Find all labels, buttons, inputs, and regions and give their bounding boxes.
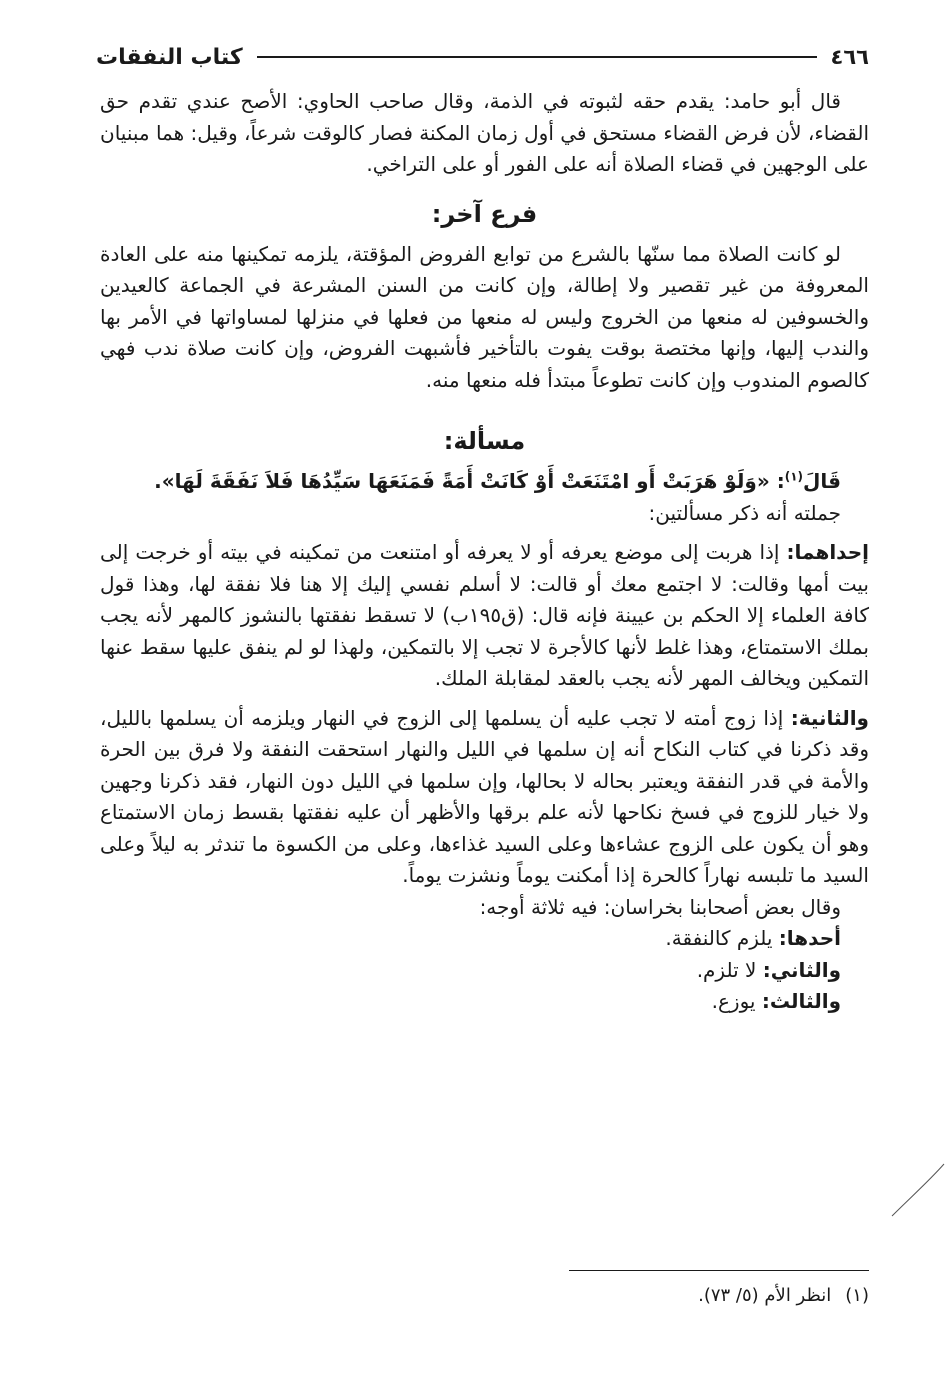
quote-body: : «وَلَوْ هَرَبَتْ أَو امْتَنَعَتْ أَوْ كَانَتْ أَمَةً فَمَنَعَهَا سَيِّدُهَا فَلاَ نَفَقَةَ لَهَا». (154, 469, 785, 493)
scan-mark (890, 1160, 946, 1220)
option-2-lead: والثاني: (762, 957, 841, 982)
footnote-number: (١) (845, 1285, 869, 1306)
paragraph-4 (100, 537, 869, 695)
paragraph-5-lead: والثانية: (790, 705, 869, 730)
footnote-text: انظر الأم (٥/ ٧٣). (698, 1285, 832, 1306)
quoted-text (100, 466, 869, 498)
paragraph-1: قال أبو حامد: يقدم حقه لثبوته في الذمة، وقال صاحب الحاوي: الأصح عندي تقدم حق القضاء، لأن فرض القضاء مستحق في أول زمان المكنة فصار كالوقت شرعاً، وقيل: هما مبنيان على الوجهين في قضاء الصلاة أنه على الفور أو على التراخي. (100, 89, 869, 176)
paragraph-4-text: إذا هربت إلى موضع يعرفه أو لا يعرفه أو امتنعت من تمكينه في بيته أو خرجت إلى بيت أمها وقالت: لا اجتمع معك أو قالت: لا أسلم نفسي إليك إلا هنا فلا نفقة لها، وهذا قول كافة العلماء إلا الحكم بن عيينة فإنه قال: (ق١٩٥ب) لا تسقط نفقتها بالنشوز كالمهر لأنه يجب بملك الاستمتاع، وهذا غلط لأنها كالأجرة لا تجب إلا بالتمكين، ولهذا لو لم ينفق عليها سقط عنها التمكين ويخالف المهر لأنه يجب بالعقد لمقابلة الملك. (100, 540, 870, 690)
page-body (100, 86, 869, 1018)
section-heading-issue: مسألة: (443, 427, 526, 455)
paragraph-5-text: إذا زوج أمته لا تجب عليه أن يسلمها إلى الزوج في النهار ويلزمه أن يسلمها بالليل، وقد ذكرنا في كتاب النكاح أنه إن سلمها في الليل والنهار استحقت النفقة ولا فرق بين الحرة والأمة في قدر النفقة ويعتبر بحاله لا بحالها، وإن سلمها في الليل دون النهار، فقد ذكرنا وجهين ولا خيار للزوج في فسخ نكاحها لأنه علم برقها والأظهر أن عليه نفقتها بقسط زمان الاستمتاع وهو أن يكون على الزوج عشاءها وعلى السيد غذاءها، وعلى من الكسوة ما تندثر به ليلاً وعلى السيد ما تلبسه نهاراً كالحرة إذا أمكنت يوماً ونشزت يوماً. (100, 705, 869, 887)
section-heading-branch: فرع آخر: (431, 199, 538, 228)
footnote-1 (569, 1283, 869, 1309)
page-number: ٤٦٦ (830, 45, 869, 69)
paragraph-5 (100, 703, 869, 892)
running-header (96, 40, 869, 74)
quote-lead: قَالَ (803, 469, 841, 493)
option-3-lead: والثالث: (761, 989, 841, 1013)
option-1-lead: أحدها: (778, 926, 841, 950)
option-1 (100, 923, 869, 955)
option-2 (100, 955, 869, 987)
option-1-text: يلزم كالنفقة. (665, 926, 779, 950)
paragraph-3: جملته أنه ذكر مسألتين: (648, 500, 841, 525)
option-3 (100, 986, 869, 1018)
option-3-text: يوزع. (711, 989, 762, 1013)
paragraph-4-lead: إحداهما: (786, 540, 869, 564)
header-rule (257, 56, 817, 58)
options-list (100, 923, 869, 1018)
footnote-rule (569, 1270, 869, 1271)
footnote-ref: (١) (784, 469, 804, 484)
paragraph-2: لو كانت الصلاة مما سنّها بالشرع من توابع الفروض المؤقتة، يلزمه تمكينها منه على العادة المعروفة من غير تقصير ولا إطالة، وإن كانت من السنن المشرعة في الجماعة كالعيدين والخسوفين له منعها من الخروج وليس له منعها من فعلها في منزلها لمساواتها في الأمر بها والندب إليها، وإنها مختصة بوقت يفوت بالتأخير فأشبهت الفروض، وإن كانت صلاة ندب فهي كالصوم المندوب وإن كانت تطوعاً مبتدأ فله منعها منه. (100, 241, 869, 392)
footnote-area (569, 1270, 869, 1309)
book-title: كتاب النفقات (96, 44, 243, 70)
paragraph-6: وقال بعض أصحابنا بخراسان: فيه ثلاثة أوجه: (479, 894, 841, 919)
option-2-text: لا تلزم. (696, 957, 763, 982)
